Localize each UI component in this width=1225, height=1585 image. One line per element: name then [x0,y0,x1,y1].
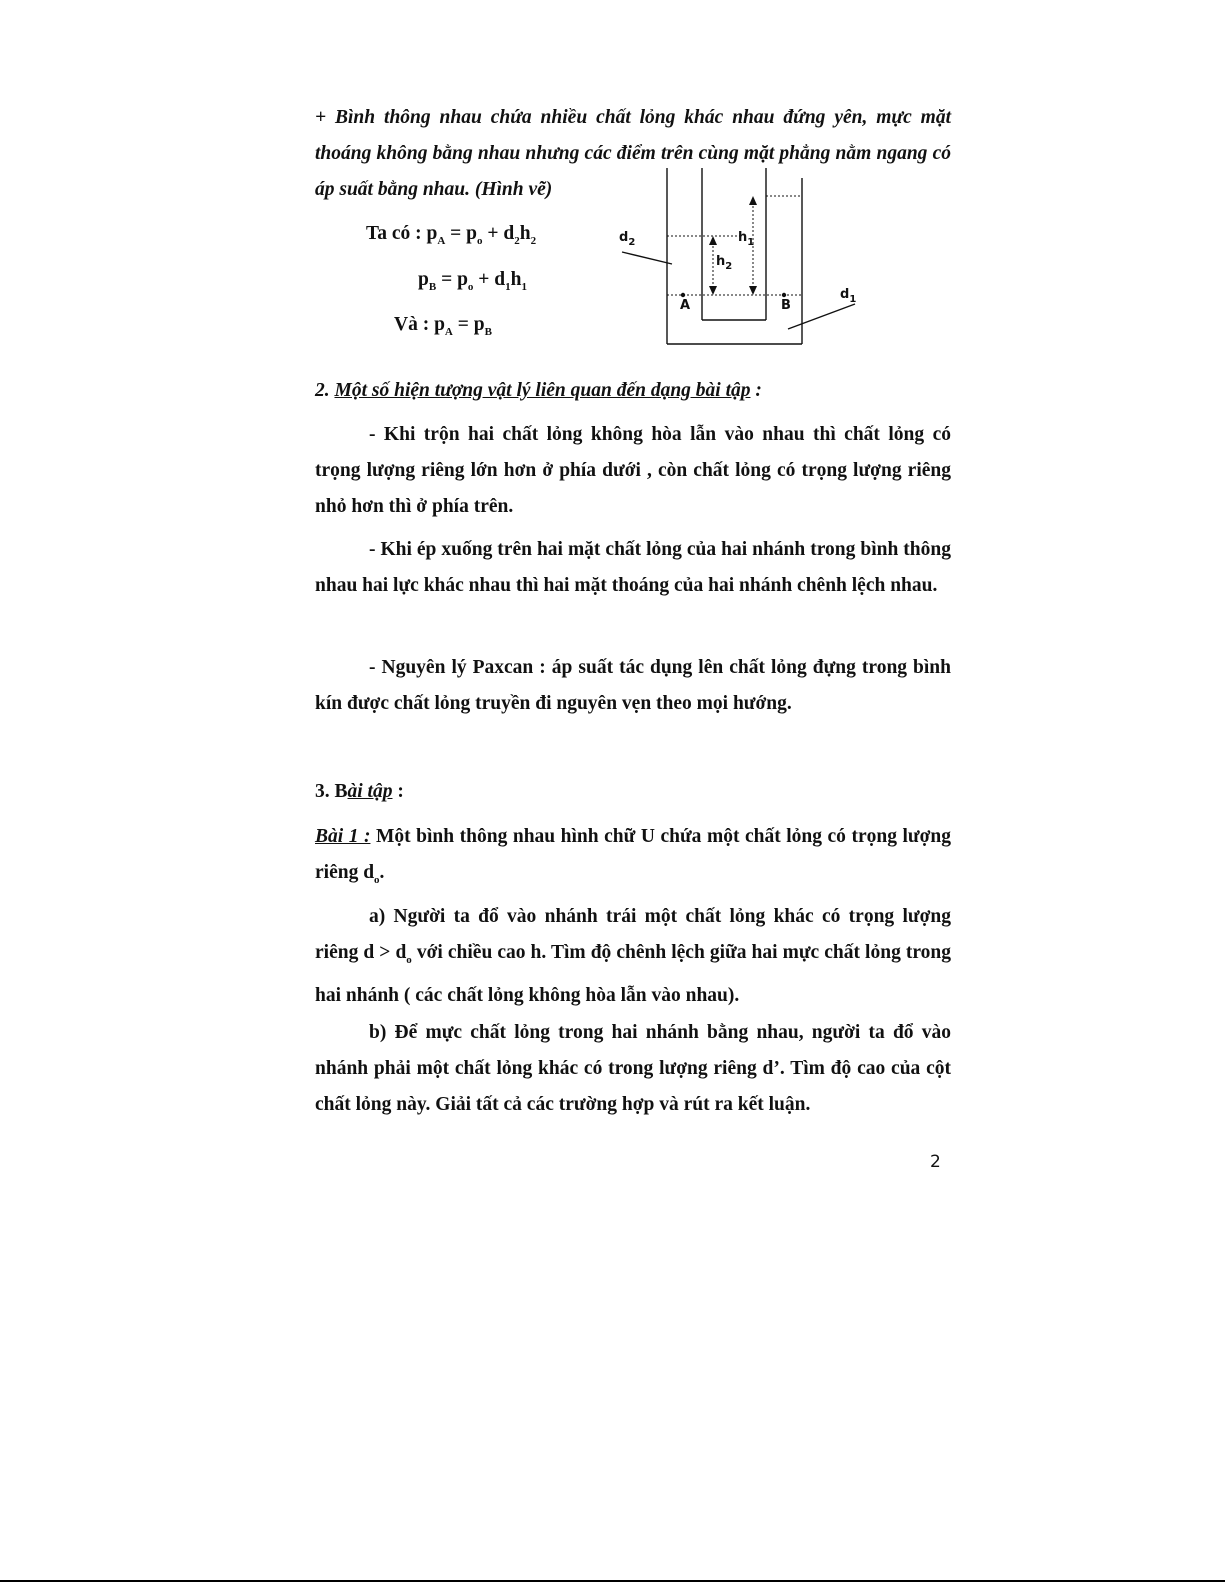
label-h1: $h_1$ [738,230,755,248]
h2-arrow-up [709,236,717,245]
bottom-border [0,1580,1225,1582]
section-3-heading: 3. Bài tập : [315,781,404,802]
section-2-item-2: - Khi ép xuống trên hai mặt chất lỏng của hai nhánh trong bình thông nhau hai lực khác nhau thì hai mặt thoáng của hai nhánh chênh lệch nhau. [315,539,951,596]
point-b-dot [782,293,786,297]
bai-1-part-a: a) Người ta đổ vào nhánh trái một chất lỏng khác có trọng lượng riêng $d > d_o$ với chiều cao h. Tìm độ chênh lệch giữa hai mực chất lỏng trong hai nhánh ( các chất lỏng không hòa lẫn vào nhau). [315,906,952,1006]
u-tube-diagram [610,168,870,353]
h1-arrow-up [749,196,757,205]
section-2-item-1: - Khi trộn hai chất lỏng không hòa lẫn vào nhau thì chất lỏng có trọng lượng riêng lớn hơn ở phía dưới , còn chất lỏng có trọng lượng riêng nhỏ hơn thì ở phía trên. [315,424,951,517]
h1-arrow-down [749,286,757,295]
intro-text: + Bình thông nhau chứa nhiều chất lỏng khác nhau đứng yên, mực mặt thoáng không bằng nhau nhưng các điểm trên cùng mặt phẳng nằm ngang có áp suất bằng nhau. (Hình vẽ) [315,107,951,200]
label-d2: $d_2$ [619,230,636,248]
bai-1-label: Bài 1 : [315,826,371,847]
d1-pointer [788,304,855,329]
bai-1-statement: Bài 1 : Một bình thông nhau hình chữ U chứa một chất lỏng có trọng lượng riêng $d_o$. [315,826,951,886]
point-a-dot [681,293,685,297]
section-2-item-3: - Nguyên lý Paxcan : áp suất tác dụng lên chất lỏng đựng trong bình kín được chất lỏng truyền đi nguyên vẹn theo mọi hướng. [315,657,951,714]
equation-pa-equals-pb: Và : $p_A = p_B$ [394,314,492,338]
equation-pb: $p_B = p_o + d_1h_1$ [418,269,527,293]
page-number: 2 [930,1152,941,1172]
label-point-b: B [781,298,791,313]
section-2-heading: 2. Một số hiện tượng vật lý liên quan đến dạng bài tập : [315,380,762,401]
equation-pa: Ta có : $p_A = p_o + d_2h_2$ [366,223,537,247]
label-d1: $d_1$ [840,287,857,305]
label-h2: $h_2$ [716,254,733,272]
h2-arrow-down [709,286,717,295]
bai-1-part-b: b) Để mực chất lỏng trong hai nhánh bằng nhau, người ta đổ vào nhánh phải một chất lỏng khác có trong lượng riêng d’. Tìm độ cao của cột chất lỏng này. Giải tất cả các trường hợp và rút ra kết luận. [315,1022,951,1115]
d2-pointer [622,252,672,264]
label-point-a: A [680,298,691,313]
